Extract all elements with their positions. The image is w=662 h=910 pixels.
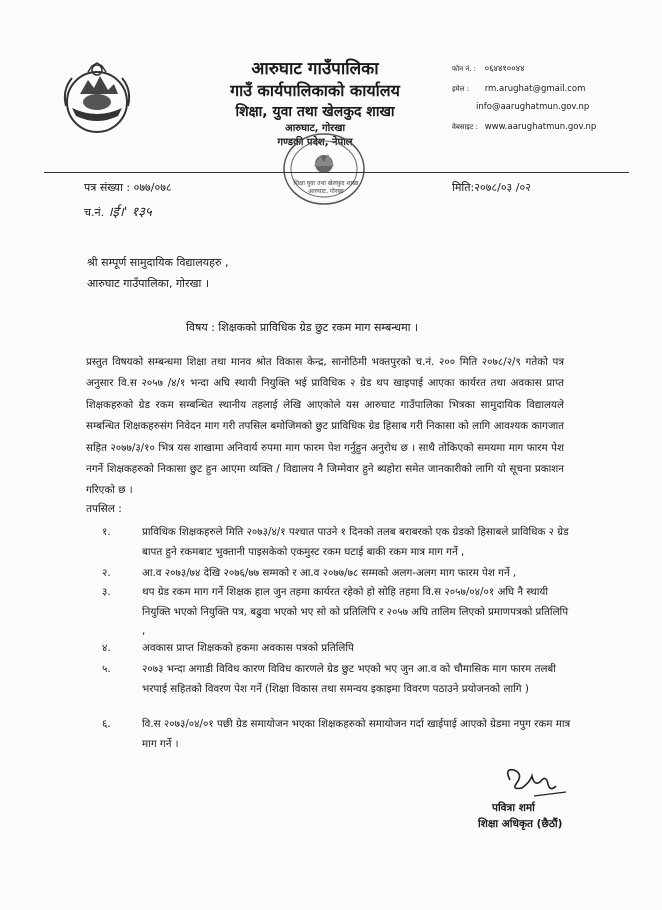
- location-line: आरुघाट, गोरखा: [284, 123, 346, 134]
- signatory-title: शिक्षा अधिकृत (छैठौं): [478, 818, 563, 830]
- item-text: आ.व २०७३/७४ देखि २०७६/७७ सम्मको र आ.व २०७७/७८ सम्मको अलग-अलग माग फारम पेश गर्ने ,: [142, 567, 517, 579]
- body-paragraph: प्रस्तुत विषयको सम्बन्धमा शिक्षा तथा मानव श्रोत विकास केन्द्र, सानोठिमी भक्तपुरको च.नं. २०० मिति २०७८/२/९ गतेको पत्र अनुसार वि.स २०५७ /४/१ भन्दा अघि स्थायी नियुक्ति भई प्राविधिक २ ग्रेड थप खाइपाई आएका कार्यरत तथा अवकास प्राप्त शिक्षकहरुको ग्रेड रकम सम्बन्धित स्थानीय तहलाई लेखि आएकोले यस आरुघाट गाउँपालिका भित्रका सामुदायिक विद्यालयले सम्बन्धित शिक्षकहरुसंग निवेदन माग गरी तपसिल बमोजिमको छुट प्राविधिक ग्रेड हिसाब गरी निकासा को लागि आवश्यक कागजात सहित २०७७/३/१० भित्र यस शाखामा अनिवार्य रुपमा माग फारम पेश गर्नुहुन अनुरोध छ । साथै तोकिएको समयमा माग फारम पेश नगर्ने शिक्षकहरुको निकासा छुट हुन आएमा व्यक्ति / विद्यालय नै जिम्मेवार हुने ब्यहोरा समेत जानकारीको लागि यो सूचना प्रकाशन गरिएको छ ।: [86, 356, 564, 497]
- item-number: ४.: [102, 642, 111, 654]
- item-text: अवकास प्राप्त शिक्षकको हकमा अवकास पत्रको प्रतिलिपि: [142, 642, 354, 654]
- item-number: १.: [102, 526, 111, 538]
- item-text: वि.स २०७३/०४/०१ पछी ग्रेड समायोजन भएका शिक्षकहरुको समायोजन गर्दा खाईपाई आएको ग्रेडमा नपुग रकम मात्र माग गर्ने ।: [142, 718, 571, 750]
- letter-subject: विषय : शिक्षकको प्राविधिक ग्रेड छुट रकम माग सम्बन्धमा ।: [186, 321, 419, 334]
- email-label: इमेल :: [452, 85, 469, 93]
- phone-label: फोन नं. :: [452, 65, 477, 73]
- addressee-line-1: श्री सम्पूर्ण सामुदायिक विद्यालयहरु ,: [87, 256, 229, 269]
- item-text: प्राविधिक शिक्षकहरुले मिति २०७३/४/१ पश्चात पाउने १ दिनको तलब बराबरको एक ग्रेडको हिसाबले प्राविधिक २ ग्रेड बापत हुने रकमबाट भुक्तानी पाइसकेको एकमुस्ट रकम घटाई बाकी रकम मात्र माग गर्ने ,: [142, 526, 569, 558]
- letter-date: मिति:२०७८/०३ /०२: [452, 181, 531, 194]
- list-item: [102, 523, 572, 562]
- item-text: २०७३ भन्दा अगाडी विविध कारण विविध कारणले ग्रेड छुट भएको भए जुन आ.व को चौमासिक माग फारम तलबी भरपाई सहितको विवरण पेश गर्ने (शिक्षा विकास तथा समन्वय इकाइमा विवरण पठाउने प्रयोजनको लागि ): [142, 663, 556, 695]
- item-number: ५.: [102, 663, 111, 675]
- municipality-name: आरुघाट गाउँपालिका: [251, 59, 379, 79]
- list-item: [102, 639, 572, 659]
- email-primary[interactable]: rm.arughat@gmail.com: [484, 84, 586, 94]
- signatory-name: पवित्रा शर्मा: [492, 802, 535, 814]
- dispatch-number: [84, 202, 152, 220]
- dispatch-value: ।ई।' १३५: [107, 205, 152, 220]
- list-item: [102, 583, 572, 642]
- header-divider: [44, 172, 629, 173]
- website-label: वेबसाइट :: [452, 123, 478, 131]
- phone-number: ०६४४१००४४: [484, 64, 525, 74]
- signatory-block: [478, 800, 562, 832]
- item-number: ६.: [102, 718, 111, 730]
- item-number: ३.: [102, 586, 111, 598]
- item-number: २.: [102, 567, 111, 579]
- email-secondary[interactable]: info@aarughatmun.gov.np: [476, 102, 590, 112]
- province-line: गण्डकी प्रदेश, नेपाल: [277, 137, 353, 148]
- office-stamp: [276, 128, 372, 210]
- website-link[interactable]: www.aarughatmun.gov.np: [484, 122, 597, 132]
- letter-number: पत्र संख्या : ०७७/०७८: [84, 181, 172, 194]
- addressee-line-2: आरुघाट गाउँपालिका, गोरखा ।: [87, 277, 210, 290]
- list-item: [102, 564, 572, 584]
- stamp-text: शिक्षा युवा तथा खेलकुद शाखा आरुघाट, गोरखा: [293, 180, 359, 195]
- office-name: गाउँ कार्यपालिकाको कार्यालय: [230, 81, 400, 100]
- details-heading: तपसिल :: [86, 503, 122, 515]
- nepal-emblem-icon: [58, 60, 136, 138]
- dispatch-label: च.नं.: [84, 206, 105, 219]
- contact-block: [452, 62, 652, 134]
- item-text: थप ग्रेड रकम माग गर्ने शिक्षक हाल जुन तहमा कार्यरत रहेको हो सोहि तहमा वि.स २०५७/०४/०१ अघि नै स्थायी नियुक्ति भएको नियुक्ति पत्र, बढुवा भएको भए सो को प्रतिलिपि र २०५७ अघि तालिम लिएको प्रमाणपत्रको प्रतिलिपि ,: [142, 586, 569, 637]
- list-item: [102, 715, 572, 754]
- list-item: [102, 660, 572, 699]
- section-name: शिक्षा, युवा तथा खेलकुद शाखा: [235, 104, 395, 120]
